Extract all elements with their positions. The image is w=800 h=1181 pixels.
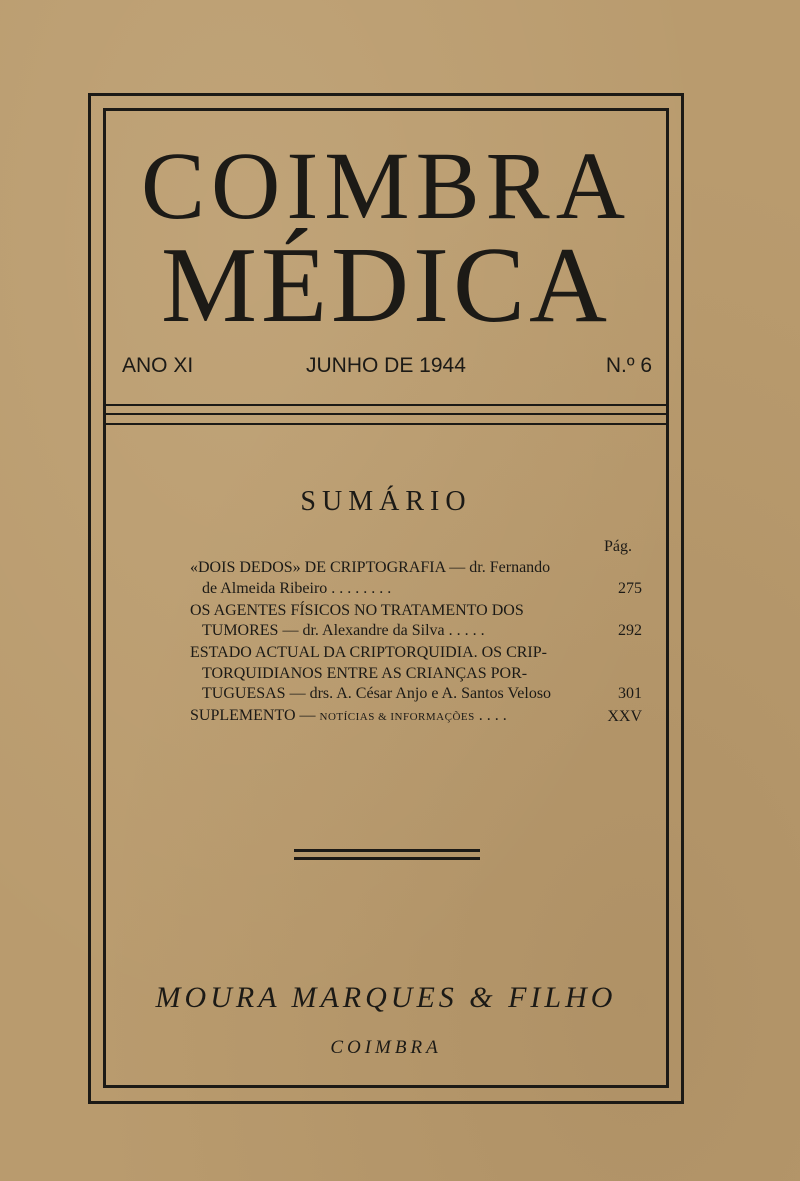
- ornament-rule: [294, 857, 480, 860]
- toc-entry-line: OS AGENTES FÍSICOS NO TRATAMENTO DOS: [190, 601, 524, 619]
- divider-rule: [106, 413, 666, 415]
- leader-dots: . . . .: [474, 707, 507, 724]
- toc-entry[interactable]: [190, 558, 642, 599]
- toc-entry-line: TORQUIDIANOS ENTRE AS CRIANÇAS POR-: [202, 664, 528, 682]
- summary-heading: SUMÁRIO: [300, 486, 472, 517]
- issue-number: N.º 6: [605, 354, 652, 377]
- supplement-subtitle: NOTÍCIAS & INFORMAÇÕES: [319, 711, 475, 723]
- toc-entry-line: [190, 706, 642, 728]
- toc-entry-line: ESTADO ACTUAL DA CRIPTORQUIDIA. OS CRIP-: [190, 644, 547, 661]
- supplement-label: SUPLEMENTO —: [190, 707, 320, 724]
- issue-info: [118, 354, 654, 384]
- issue-year: ANO XI: [122, 354, 194, 377]
- toc-page-number: XXV: [607, 708, 642, 725]
- table-of-contents: [190, 558, 642, 729]
- toc-entry[interactable]: [190, 706, 642, 728]
- toc-page-number: 301: [618, 685, 642, 702]
- toc-entry-line: TUMORES — dr. Alexandre da Silva . . . . .: [202, 622, 485, 639]
- toc-entry-line: de Almeida Ribeiro . . . . . . . .: [202, 579, 392, 597]
- toc-entry-line: «DOIS DEDOS» DE CRIPTOGRAFIA — dr. Fernando: [190, 559, 551, 576]
- divider-rule: [106, 404, 666, 406]
- page-column-label: Pág.: [604, 538, 632, 555]
- divider-rule: [106, 423, 666, 425]
- toc-page-number: 292: [618, 622, 642, 639]
- toc-entry-line: TUGUESAS — drs. A. César Anjo e A. Santos Veloso: [202, 685, 552, 702]
- journal-title-line-1: COIMBRA: [140, 132, 632, 239]
- toc-page-number: 275: [618, 579, 642, 597]
- ornament-rule: [294, 849, 480, 852]
- toc-entry[interactable]: [190, 601, 642, 642]
- publisher-city: COIMBRA: [330, 1037, 442, 1058]
- publisher-name: MOURA MARQUES & FILHO: [155, 981, 617, 1014]
- journal-title-line-2: MÉDICA: [161, 226, 611, 345]
- issue-date: JUNHO DE 1944: [306, 354, 466, 377]
- toc-entry[interactable]: [190, 643, 642, 705]
